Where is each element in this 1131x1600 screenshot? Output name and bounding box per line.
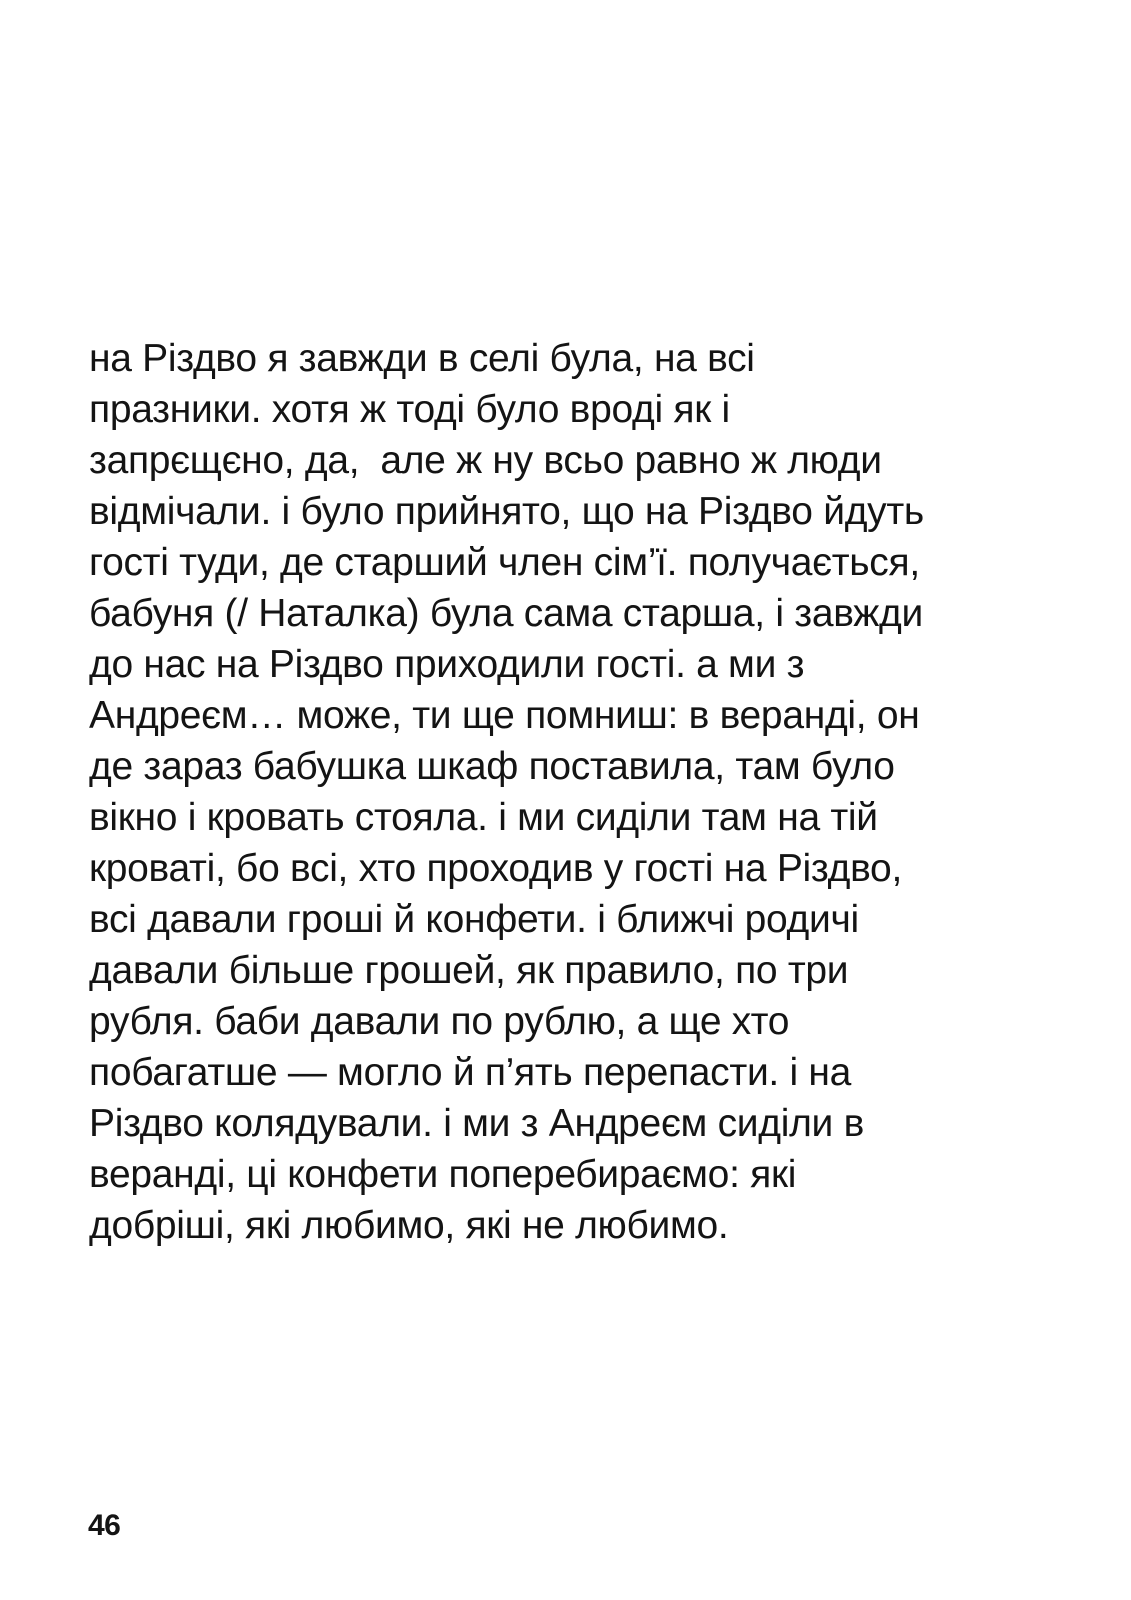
text-line: бабуня (/ Наталка) була сама старша, і завжди [89, 592, 923, 635]
text-line: рубля. баби давали по рублю, а ще хто [89, 1000, 790, 1043]
text-line: всі давали гроші й конфети. і ближчі родичі [89, 898, 859, 941]
text-line: добріші, які любимо, які не любимо. [89, 1204, 729, 1247]
text-line: до нас на Різдво приходили гості. а ми з [89, 643, 805, 686]
text-line: веранді, ці конфети поперебираємо: які [89, 1153, 797, 1196]
text-line: побагатше — могло й п’ять перепасти. і на [89, 1051, 852, 1094]
text-line: кроваті, бо всі, хто проходив у гості на Різдво, [89, 847, 902, 890]
page-number: 46 [88, 1509, 121, 1542]
text-line: празники. хотя ж тоді було вроді як і [89, 388, 730, 431]
text-line: Різдво колядували. і ми з Андреєм сиділи в [89, 1102, 864, 1145]
text-line: Андреєм… може, ти ще помниш: в веранді, он [89, 694, 920, 737]
text-line: на Різдво я завжди в селі була, на всі [89, 337, 755, 380]
text-line: давали більше грошей, як правило, по три [89, 949, 849, 992]
text-line: вікно і кровать стояла. і ми сиділи там на тій [89, 796, 878, 839]
text-line: де зараз бабушка шкаф поставила, там було [89, 745, 895, 788]
body-paragraph [89, 333, 1089, 1251]
text-line: запрєщєно, да, але ж ну всьо равно ж люди [89, 439, 882, 482]
text-line: відмічали. і було прийнято, що на Різдво йдуть [89, 490, 924, 533]
text-line: гості туди, де старший член сім’ї. получається, [89, 541, 920, 584]
